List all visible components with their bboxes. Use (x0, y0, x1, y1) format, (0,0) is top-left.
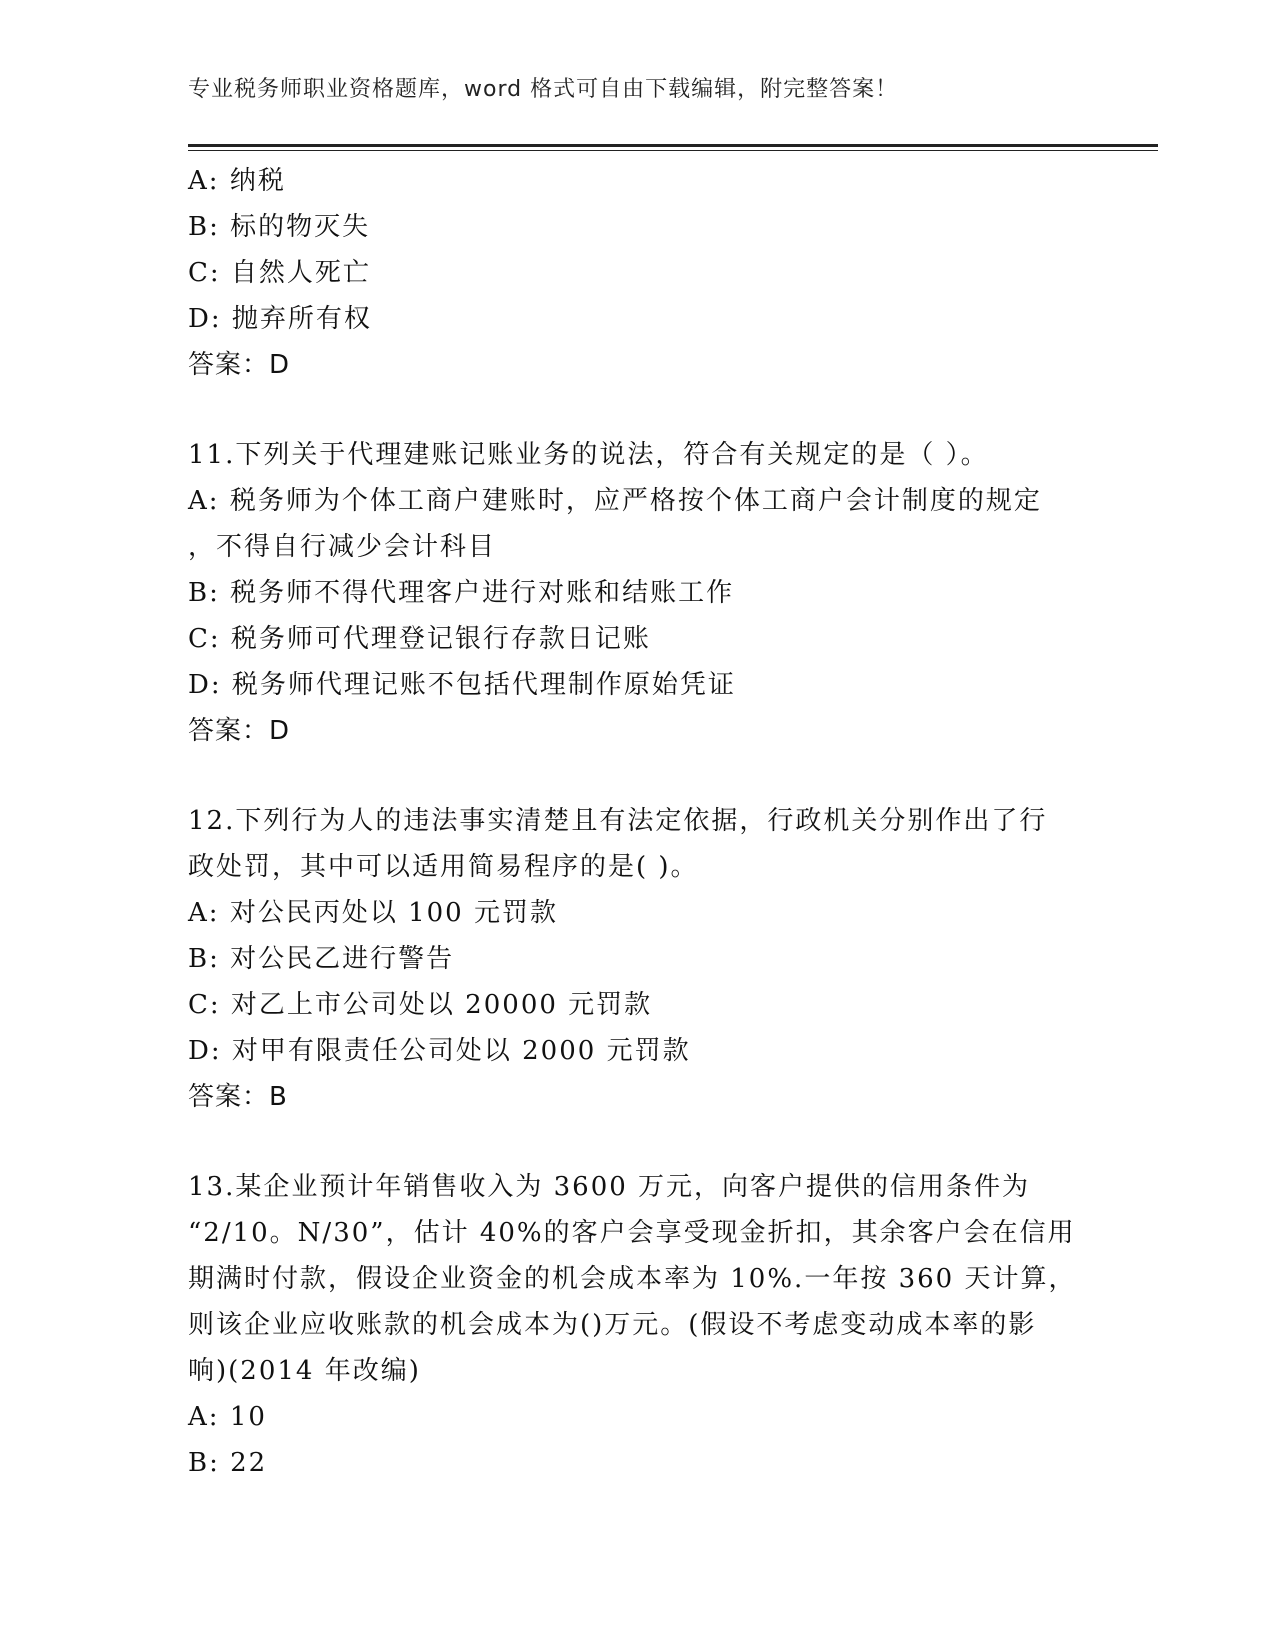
question-stem-line: 12.下列行为人的违法事实清楚且有法定依据，行政机关分别作出了行 (188, 806, 1048, 836)
question-stem-line: 政处罚，其中可以适用简易程序的是( )。 (188, 852, 699, 882)
option-a: A: 纳税 (188, 166, 286, 196)
option-b: B: 标的物灭失 (188, 212, 371, 242)
document-body (188, 158, 1088, 1486)
page-header: 专业税务师职业资格题库，word 格式可自由下载编辑，附完整答案！ (188, 77, 899, 102)
question-stem-line: 期满时付款，假设企业资金的机会成本率为 10%.一年按 360 天计算， (188, 1264, 1077, 1294)
option-c: C: 自然人死亡 (188, 258, 371, 288)
question-stem-line: 则该企业应收账款的机会成本为()万元。(假设不考虑变动成本率的影 (188, 1310, 1037, 1340)
option-d: D: 税务师代理记账不包括代理制作原始凭证 (188, 670, 736, 700)
option-a: A: 10 (188, 1402, 267, 1432)
option-b: B: 22 (188, 1448, 268, 1478)
question-10 (188, 158, 1088, 388)
option-c: C: 税务师可代理登记银行存款日记账 (188, 624, 651, 654)
option-b: B: 税务师不得代理客户进行对账和结账工作 (188, 578, 735, 608)
option-a: A: 对公民丙处以 100 元罚款 (188, 898, 558, 928)
question-12 (188, 798, 1088, 1120)
question-stem-line: “2/10。N/30”，估计 40%的客户会享受现金折扣，其余客户会在信用 (188, 1218, 1076, 1248)
option-c: C: 对乙上市公司处以 20000 元罚款 (188, 990, 653, 1020)
option-a: A: 税务师为个体工商户建账时，应严格按个体工商户会计制度的规定 (188, 486, 1042, 516)
option-b: B: 对公民乙进行警告 (188, 944, 455, 974)
answer: 答案：D (188, 350, 291, 380)
option-d: D: 对甲有限责任公司处以 2000 元罚款 (188, 1036, 691, 1066)
question-stem-line: 响)(2014 年改编) (188, 1356, 421, 1386)
question-13 (188, 1164, 1088, 1486)
question-11 (188, 432, 1088, 754)
header-rule-thin (188, 150, 1158, 151)
header-rule-thick (188, 144, 1158, 147)
question-stem-line: 13.某企业预计年销售收入为 3600 万元，向客户提供的信用条件为 (188, 1172, 1031, 1202)
answer: 答案：D (188, 716, 291, 746)
option-d: D: 抛弃所有权 (188, 304, 372, 334)
answer: 答案：B (188, 1082, 288, 1112)
question-stem: 11.下列关于代理建账记账业务的说法，符合有关规定的是（ ）。 (188, 440, 989, 470)
option-a-continued: ，不得自行减少会计科目 (188, 532, 497, 562)
